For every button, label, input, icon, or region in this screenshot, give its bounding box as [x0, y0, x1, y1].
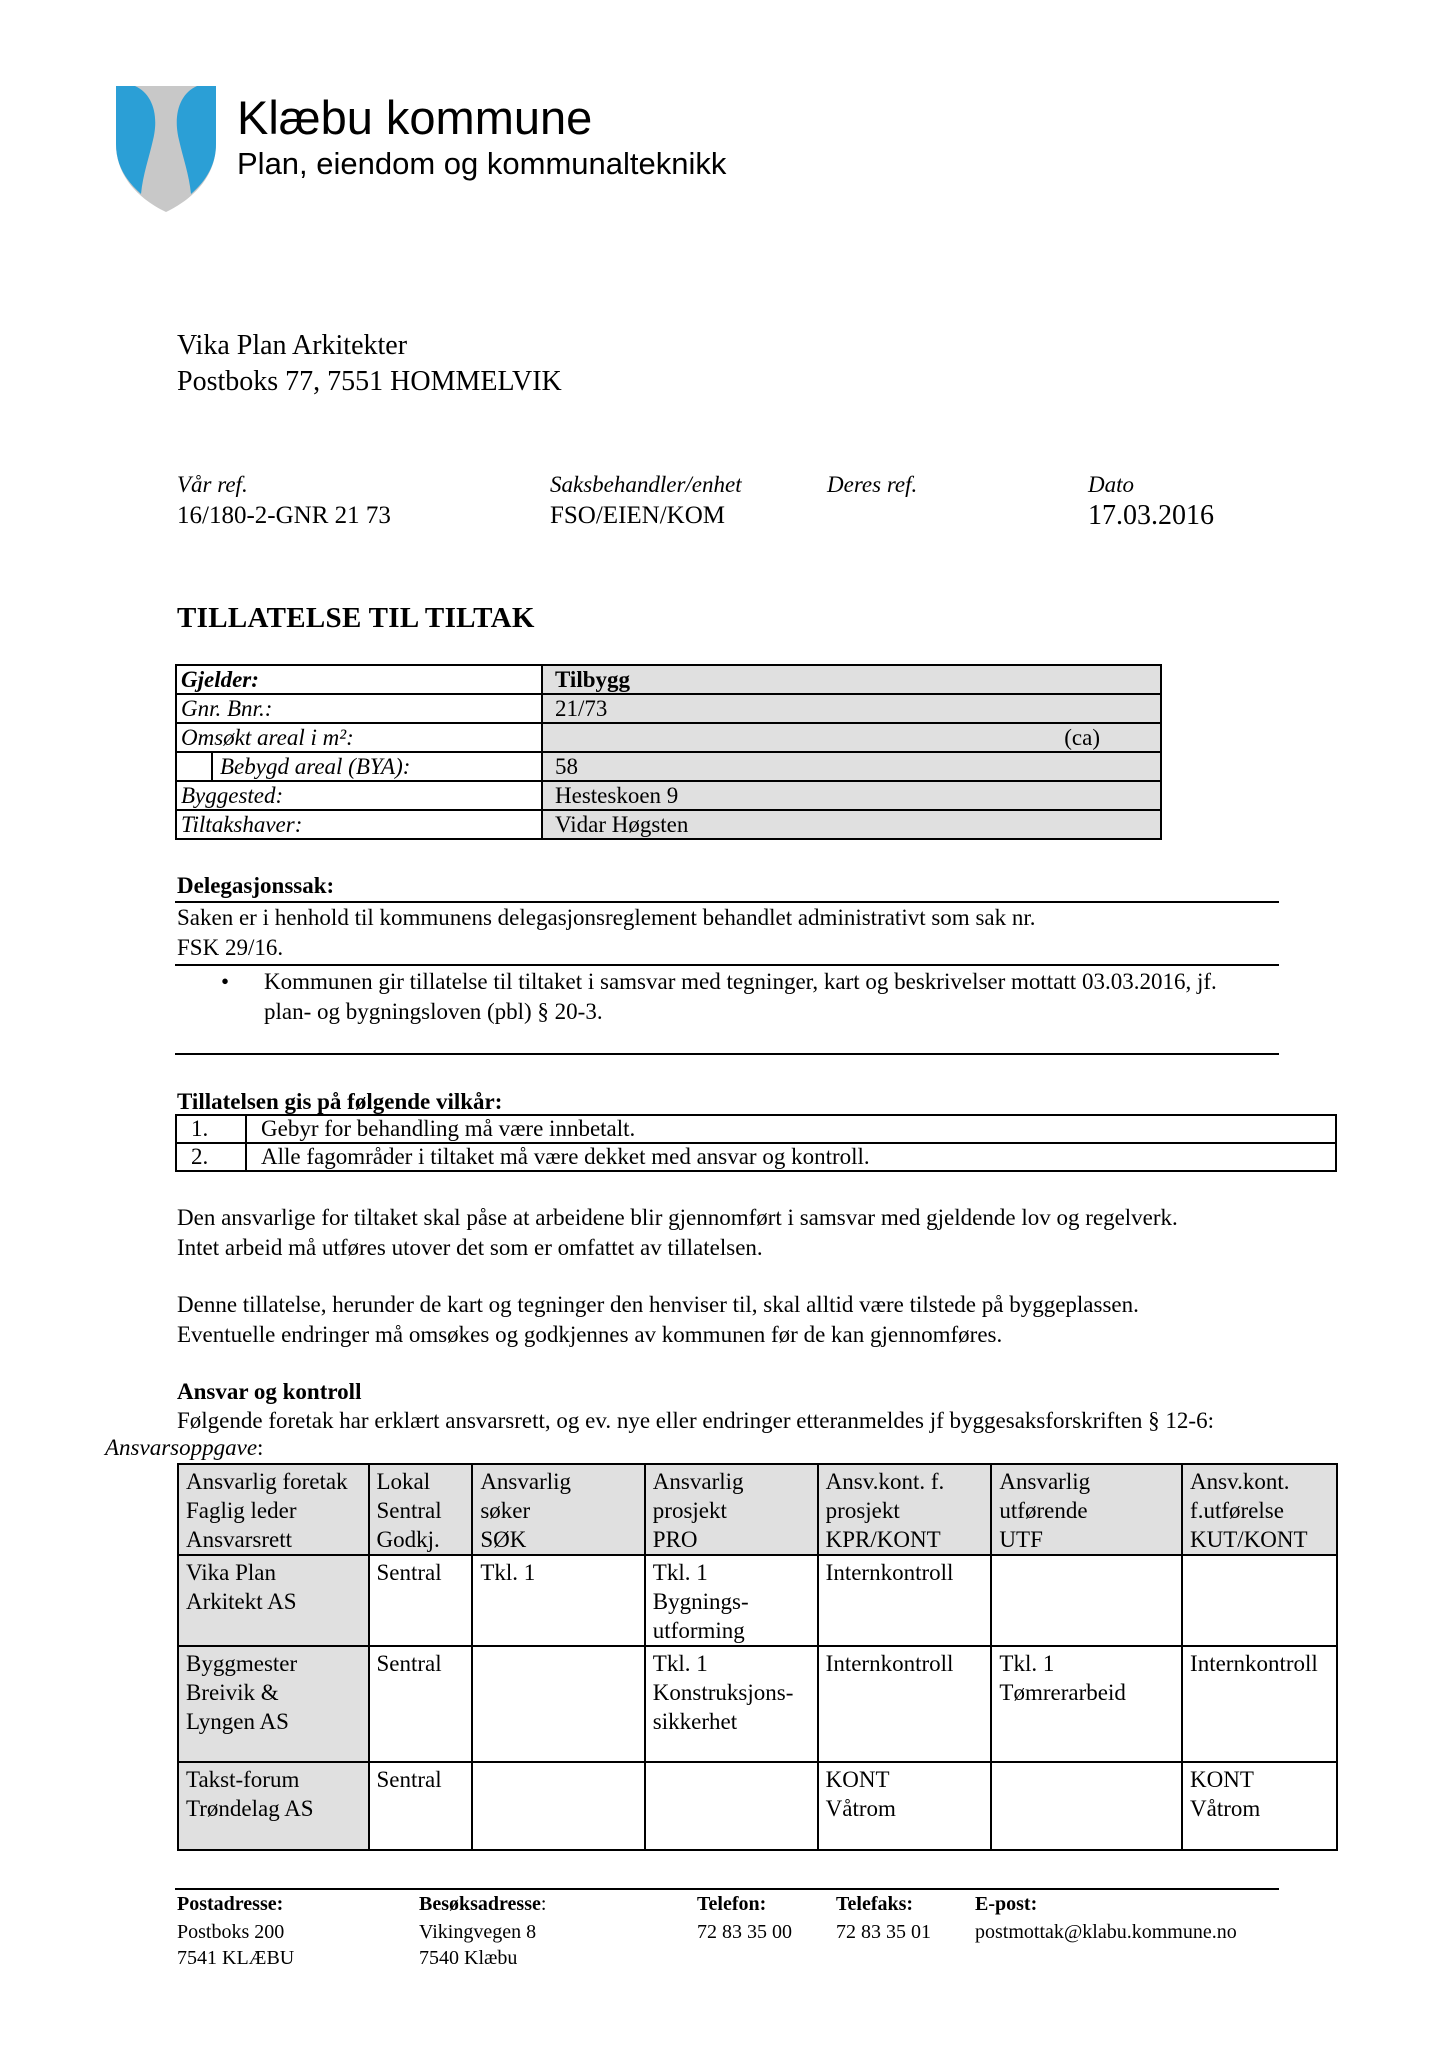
responsibility-table: [177, 1463, 1338, 1851]
footer-post-line2: 7541 KLÆBU: [177, 1947, 295, 1969]
paragraph-2-line1: Denne tillatelse, herunder de kart og tegninger den henviser til, skal alltid være tilstede på byggeplassen.: [177, 1292, 1139, 1317]
table-cell: [472, 1646, 644, 1762]
your-ref-label: Deres ref.: [827, 472, 918, 497]
table-cell: [645, 1762, 818, 1850]
cell-line: søker: [480, 1498, 531, 1523]
cell-line: Tømrerarbeid: [999, 1680, 1126, 1705]
table-row: [176, 810, 1161, 839]
cell-line: Breivik &: [186, 1680, 279, 1705]
responsibility-table-label: [105, 1433, 263, 1463]
case-key: Byggested:: [176, 781, 542, 810]
document-title: TILLATELSE TIL TILTAK: [177, 602, 535, 634]
cell-line: Tkl. 1: [999, 1651, 1055, 1676]
case-key: [176, 665, 542, 694]
cell-line: Ansvarlig: [480, 1469, 572, 1494]
table-cell: [818, 1762, 992, 1850]
case-value: Hesteskoen 9: [542, 781, 1161, 810]
case-key: Tiltakshaver:: [176, 810, 542, 839]
footer-fax: 72 83 35 01: [836, 1921, 931, 1943]
cell-line: Tkl. 1: [652, 1651, 708, 1676]
cell-line: Arkitekt AS: [186, 1589, 297, 1614]
cell-line: prosjekt: [825, 1498, 900, 1523]
cell-line: KUT/KONT: [1190, 1527, 1308, 1552]
cell-line: Ansv.kont.: [1190, 1469, 1290, 1494]
cell-line: Ansvarlig: [652, 1469, 744, 1494]
cell-line: Våtrom: [825, 1796, 896, 1821]
responsibility-intro: Følgende foretak har erklært ansvarsrett, og ev. nye eller endringer etteranmeldes jf byggesaksforskriften § 12-6:: [177, 1408, 1214, 1433]
org-name: Klæbu kommune: [237, 91, 593, 144]
cell-line: KONT: [1190, 1767, 1254, 1792]
table-cell: [818, 1555, 992, 1646]
conditions-table: [175, 1114, 1337, 1172]
footer-email[interactable]: postmottak@klabu.kommune.no: [975, 1921, 1237, 1943]
table-cell: [369, 1762, 473, 1850]
paragraph-1-line1: Den ansvarlige for tiltaket skal påse at arbeidene blir gjennomført i samsvar med gjeldende lov og regelverk.: [177, 1205, 1178, 1230]
cell-line: UTF: [999, 1527, 1043, 1552]
recipient-address: Postboks 77, 7551 HOMMELVIK: [177, 366, 562, 397]
footer-divider: [175, 1888, 1279, 1890]
case-value: Tilbygg: [542, 665, 1161, 694]
cell-line: Godkj.: [376, 1527, 440, 1552]
table-row: [178, 1555, 1337, 1646]
paragraph-1-line2: Intet arbeid må utføres utover det som er omfattet av tillatelsen.: [177, 1235, 763, 1260]
footer-visit-line1: Vikingvegen 8: [419, 1921, 537, 1943]
cell-line: Lyngen AS: [186, 1709, 289, 1734]
table-row: [176, 781, 1161, 810]
municipality-coat-of-arms-logo: [113, 86, 219, 217]
conditions-heading: Tillatelsen gis på følgende vilkår:: [177, 1089, 503, 1114]
table-cell: [1182, 1762, 1337, 1850]
bullet-icon: •: [221, 969, 230, 994]
header-cell: [645, 1464, 818, 1555]
table-row: [176, 694, 1161, 723]
divider: [175, 964, 1279, 966]
visit-label-colon: :: [540, 1893, 547, 1915]
header-cell: [369, 1464, 473, 1555]
case-key: Bebygd areal (BYA):: [176, 752, 542, 781]
case-key: Gnr. Bnr.:: [176, 694, 542, 723]
cell-line: Internkontroll: [1190, 1651, 1318, 1676]
table-row: [176, 665, 1161, 694]
case-info-table: [175, 664, 1162, 840]
delegation-text-line1: Saken er i henhold til kommunens delegasjonsreglement behandlet administrativt som sak nr.: [177, 905, 1036, 930]
our-ref-value: 16/180-2-GNR 21 73: [177, 502, 391, 529]
table-label-text: Ansvarsoppgave: [105, 1435, 258, 1460]
cell-line: Lokal: [376, 1469, 431, 1494]
header-cell: [472, 1464, 644, 1555]
cell-line: Bygnings-: [652, 1589, 749, 1614]
cell-line: PRO: [652, 1527, 698, 1552]
footer-post-label: Postadresse:: [177, 1893, 284, 1915]
cell-line: SØK: [480, 1527, 527, 1552]
handler-label: Saksbehandler/enhet: [550, 472, 742, 497]
cell-line: Ansvarlig: [999, 1469, 1091, 1494]
table-cell: [472, 1555, 644, 1646]
table-row: [176, 1115, 1336, 1143]
case-value: 21/73: [542, 694, 1161, 723]
table-cell: [369, 1646, 473, 1762]
our-ref-label: Vår ref.: [177, 472, 248, 497]
cell-line: f.utførelse: [1190, 1498, 1284, 1523]
header-cell: [178, 1464, 369, 1555]
cell-line: KONT: [825, 1767, 890, 1792]
case-key-text: Gjelder:: [181, 667, 259, 692]
cell-line: prosjekt: [652, 1498, 727, 1523]
cell-line: Sentral: [376, 1651, 442, 1676]
cell-line: Internkontroll: [825, 1560, 954, 1585]
table-row: [178, 1646, 1337, 1762]
cell-line: sikkerhet: [652, 1709, 738, 1734]
footer-phone-label: Telefon:: [697, 1893, 767, 1915]
table-label-colon: :: [257, 1435, 264, 1460]
cell-line: Trøndelag AS: [186, 1796, 314, 1821]
table-cell: [178, 1646, 369, 1762]
table-cell: [991, 1762, 1182, 1850]
header-cell: [1182, 1464, 1337, 1555]
cell-line: Ansvarlig foretak: [186, 1469, 348, 1494]
divider: [175, 1053, 1279, 1055]
table-cell: [369, 1555, 473, 1646]
table-cell: [178, 1555, 369, 1646]
table-header-row: [178, 1464, 1337, 1555]
table-cell: [991, 1555, 1182, 1646]
footer-fax-label: Telefaks:: [836, 1893, 914, 1915]
table-cell: [1182, 1646, 1337, 1762]
cell-line: Internkontroll: [825, 1651, 954, 1676]
table-cell: [1182, 1555, 1337, 1646]
table-cell: [818, 1646, 992, 1762]
cell-line: Konstruksjons-: [652, 1680, 794, 1705]
table-row: [176, 752, 1161, 781]
recipient-name: Vika Plan Arkitekter: [177, 330, 408, 361]
cell-line: Takst-forum: [186, 1767, 300, 1792]
footer-post-line1: Postboks 200: [177, 1921, 285, 1943]
delegation-text-line2: FSK 29/16.: [177, 935, 284, 960]
cell-line: Våtrom: [1190, 1796, 1261, 1821]
cell-line: Ansv.kont. f.: [825, 1469, 945, 1494]
header-cell: [991, 1464, 1182, 1555]
condition-number: 1.: [176, 1115, 246, 1143]
delegation-bullet-line1: Kommunen gir tillatelse til tiltaket i samsvar med tegninger, kart og beskrivelser mottatt 03.03.2016, jf.: [264, 969, 1217, 994]
footer-phone: 72 83 35 00: [697, 1921, 792, 1943]
condition-number: 2.: [176, 1143, 246, 1171]
responsibility-heading: Ansvar og kontroll: [177, 1379, 362, 1404]
cell-line: Sentral: [376, 1560, 442, 1585]
cell-line: Tkl. 1: [480, 1560, 536, 1585]
condition-text: Gebyr for behandling må være innbetalt.: [246, 1115, 1336, 1143]
cell-line: Vika Plan: [186, 1560, 276, 1585]
table-cell: [645, 1646, 818, 1762]
case-value: Vidar Høgsten: [542, 810, 1161, 839]
department-name: Plan, eiendom og kommunalteknikk: [237, 146, 727, 181]
delegation-bullet-line2: plan- og bygningsloven (pbl) § 20-3.: [264, 999, 603, 1024]
delegation-heading: Delegasjonssak:: [177, 873, 335, 898]
table-row: [178, 1762, 1337, 1850]
footer-email-label: E-post:: [975, 1893, 1038, 1915]
table-cell: [472, 1762, 644, 1850]
case-key: Omsøkt areal i m²:: [176, 723, 542, 752]
footer-visit-label: [419, 1893, 546, 1916]
cell-line: Sentral: [376, 1498, 442, 1523]
table-cell: [991, 1646, 1182, 1762]
cell-line: Ansvarsrett: [186, 1527, 293, 1552]
header-cell: [818, 1464, 992, 1555]
cell-line: Sentral: [376, 1767, 442, 1792]
table-cell: [645, 1555, 818, 1646]
cell-line: utførende: [999, 1498, 1088, 1523]
visit-label-text: Besøksadresse: [419, 1893, 541, 1915]
cell-line: KPR/KONT: [825, 1527, 941, 1552]
table-cell: [178, 1762, 369, 1850]
date-label: Dato: [1088, 472, 1134, 497]
table-row: [176, 723, 1161, 752]
table-row: [176, 1143, 1336, 1171]
condition-text: Alle fagområder i tiltaket må være dekket med ansvar og kontroll.: [246, 1143, 1336, 1171]
case-value: 58: [542, 752, 1161, 781]
handler-value: FSO/EIEN/KOM: [550, 502, 726, 529]
paragraph-2-line2: Eventuelle endringer må omsøkes og godkjennes av kommunen før de kan gjennomføres.: [177, 1322, 1003, 1347]
cell-line: Faglig leder: [186, 1498, 297, 1523]
cell-line: Tkl. 1: [652, 1560, 708, 1585]
case-value: (ca): [542, 723, 1161, 752]
footer-visit-line2: 7540 Klæbu: [419, 1947, 518, 1969]
cell-line: Byggmester: [186, 1651, 298, 1676]
cell-line: utforming: [652, 1618, 745, 1643]
date-value: 17.03.2016: [1088, 500, 1214, 531]
